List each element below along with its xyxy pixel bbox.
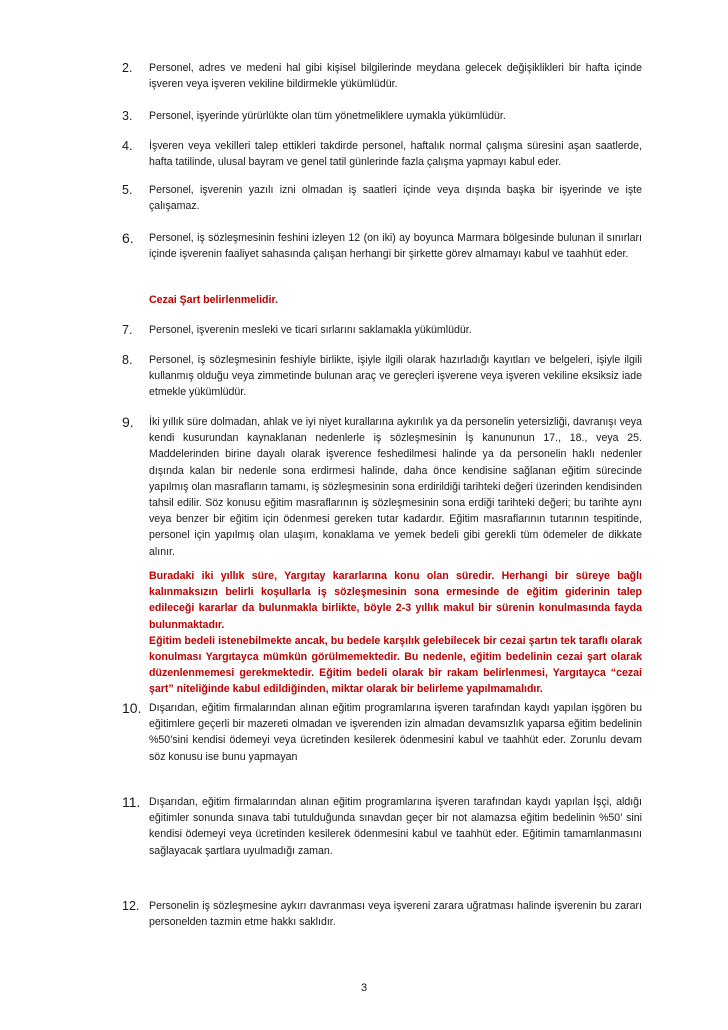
item-number: 10. <box>122 700 142 716</box>
list-item <box>122 352 642 401</box>
red-note-block <box>149 568 642 698</box>
list-item <box>122 182 642 214</box>
note-item-6 <box>122 292 642 308</box>
item-number: 7. <box>122 323 133 337</box>
red-note-paragraph: Eğitim bedeli istenebilmekte ancak, bu bedele karşılık gelebilecek bir cezai şartın tek taraflı olarak konulması Yargıtayca mümkün görülmemektedir. Bu nedenle, eğitim bedelinin cezai şart olarak düzenlenmemesi gerekmektedir. Eğitim bedeli olarak bir rakam belirlenmesi, Yargıtayca “cezai şart” niteliğinde kabul edildiğinden, miktar olarak bir belirleme yapılmamalıdır. <box>149 634 642 696</box>
list-item <box>122 700 642 765</box>
item-number: 2. <box>122 61 133 75</box>
list-item <box>122 414 642 560</box>
item-text: İki yıllık süre dolmadan, ahlak ve iyi niyet kurallarına aykırılık ya da personelin yetersizliği, davranışı veya kendi kusurundan kaynaklanan nedenlerle iş sözleşmesinin İş kanununun 17., 18., veya 25. Maddelerinden birine dayalı olarak işverence feshedilmesi halinde ya da personelin haklı nedenler dışında kalan bir nedenle sona erdirmesi halinde, daha önce kendisine sağlanan eğitim sürecinde yapılmış olan masrafların tamamı, iş sözleşmesinin sona erdirildiği tarihteki değeri üzerinden kendisinden tahsil edilir. Söz konusu eğitim masraflarının iş sözleşmesinin sona erdiği tarihteki değeri; bu tarihte aynı veya benzer bir eğitim için ödenmesi gereken tutar kadardır. Eğitim masraflarının tutarının tespitinde, personel için yapılmış olan ulaşım, konaklama ve yemek bedeli gibi gerekli tüm ödemeler de dikkate alınır. <box>149 416 642 558</box>
list-item <box>122 138 642 170</box>
item-text: Personel, işverenin yazılı izni olmadan iş saatleri içinde veya dışında başka bir işyerinde ve işte çalışamaz. <box>149 184 642 213</box>
item-text: Personel, işyerinde yürürlükte olan tüm yönetmeliklere uymakla yükümlüdür. <box>149 110 506 122</box>
red-note: Cezai Şart belirlenmelidir. <box>149 294 278 306</box>
list-item <box>122 60 642 92</box>
item-number: 11. <box>122 794 141 810</box>
item-text: Dışarıdan, eğitim firmalarından alınan eğitim programlarına işveren tarafından kaydı yapılan işgören bu eğitimlere geçerli bir mazereti olmadan ve işverenden izin almadan devamsızlık yaparsa eğitim bedelinin %50’sini kendisi ödemeyi veya ücretinden kesilerek ödenmesini kabul ve taahhüt eder. Zorunlu devam söz konusu ise bunu yapmayan <box>149 702 642 763</box>
item-number: 8. <box>122 353 133 367</box>
item-text: Personel, işverenin mesleki ve ticari sırlarını saklamakla yükümlüdür. <box>149 324 472 336</box>
item-text: Personel, adres ve medeni hal gibi kişisel bilgilerinde meydana gelecek değişiklikleri bir hafta içinde işveren veya işveren vekiline bildirmekle yükümlüdür. <box>149 62 642 91</box>
list-item <box>122 898 642 930</box>
red-note-paragraph: Buradaki iki yıllık süre, Yargıtay kararlarına konu olan süredir. Herhangi bir süreye bağlı kalınmaksızın belirli koşullarla iş sözleşmesinin sona ermesinde de eğitim giderinin talep edileceği kararlar da bulunmakla birlikte, böyle 2-3 yıllık makul bir sürenin konulmasında fayda bulunmaktadır. <box>149 570 642 631</box>
item-text: Personel, iş sözleşmesinin feshini izleyen 12 (on iki) ay boyunca Marmara bölgesinde bulunan il sınırları içinde işverenin faaliyet sahasında çalışan herhangi bir şirkette görev almamayı kabul ve taahhüt eder. <box>149 232 642 261</box>
page-number: 3 <box>360 982 368 994</box>
item-text: Personelin iş sözleşmesine aykırı davranması veya işvereni zarara uğratması halinde işverenin bu zararı personelden tazmin etme hakkı saklıdır. <box>149 900 642 929</box>
list-item <box>122 108 642 124</box>
item-text: İşveren veya vekilleri talep ettikleri takdirde personel, haftalık normal çalışma süresini aşan saatlerde, hafta tatilinde, ulusal bayram ve genel tatil günlerinde fazla çalışma yapmayı kabul eder. <box>149 140 642 169</box>
list-item <box>122 230 642 262</box>
item-text: Personel, iş sözleşmesinin feshiyle birlikte, işiyle ilgili olarak hazırladığı kayıtları ve belgeleri, işiyle ilgili kullanmış olduğu veya zimmetinde bulunan araç ve gereçleri işverene veya işveren vekiline eksiksiz iade etmekle yükümlüdür. <box>149 354 642 399</box>
item-number: 12. <box>122 899 140 913</box>
item-number: 6. <box>122 230 134 246</box>
item-number: 5. <box>122 183 133 197</box>
list-item <box>122 794 642 859</box>
list-item <box>122 322 642 338</box>
item-number: 9. <box>122 414 134 430</box>
item-text: Dışarıdan, eğitim firmalarından alınan eğitim programlarına işveren tarafından kaydı yapılan İşçi, aldığı eğitimler sonunda sınava tabi tutulduğunda sınavdan geçer bir not alamazsa eğitim bedelinin %50’ sini kendisi ödemeyi veya ücretinden kesilerek ödenmesini kabul ve taahhüt eder. Eğitimin tamamlanmasını sağlayacak şartlara uyulmadığı zaman. <box>149 796 642 857</box>
item-number: 4. <box>122 139 133 153</box>
item-number: 3. <box>122 109 133 123</box>
